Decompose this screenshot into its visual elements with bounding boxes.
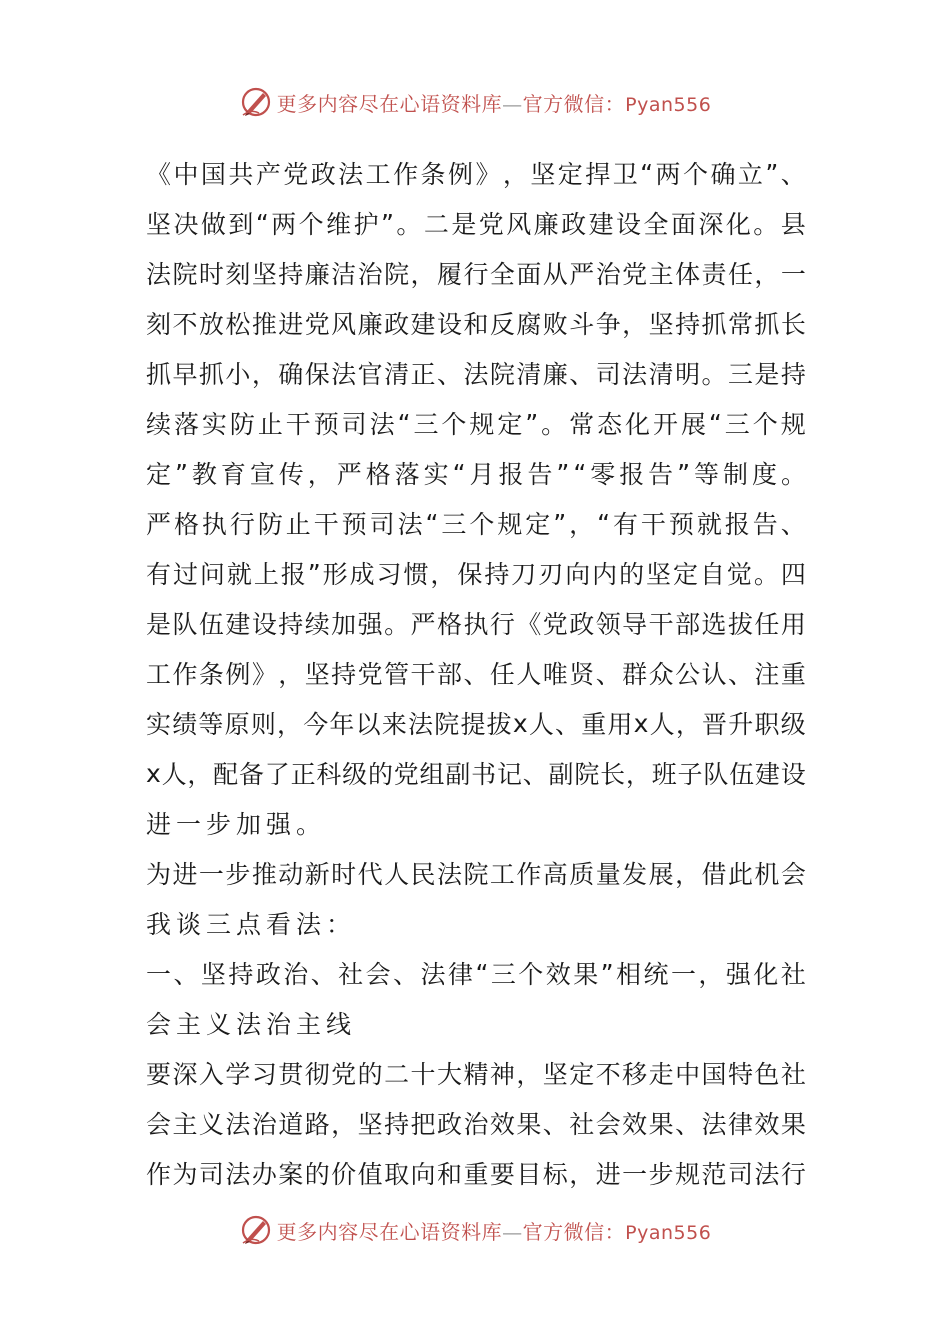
watermark-text [277,1216,712,1245]
watermark-prefix: 更多内容尽在心语资料库 [276,1219,503,1244]
paragraph-last-line: 进一步加强。 [146,810,327,839]
paragraph-line: x 人 ， 配 备 了 正 科 级 的 党 组 副 书 记 、 副 院 长 ， 班 子 队 伍 建 设 [146,758,806,789]
paragraph-line: 一 、 坚 持 政 治 、 社 会 、 法 律 “ 三 个 效 果 ” 相 统 一 ， 强 化 社 [146,958,806,989]
watermark-dash: — [502,1219,523,1244]
paragraph-line: 工 作 条 例 》 ， 坚 持 党 管 干 部 、 任 人 唯 贤 、 群 众 公 认 、 注 重 [146,660,806,689]
pen-logo-icon [239,85,273,119]
paragraph-line: 刻 不 放 松 推 进 党 风 廉 政 建 设 和 反 腐 败 斗 争 ， 坚 持 抓 常 抓 长 [146,310,806,339]
pen-logo-icon [239,1213,273,1247]
paragraph-line: 定 ” 教 育 宣 传 ， 严 格 落 实 “ 月 报 告 ” “ 零 报 告 ” 等 制 度 。 [146,458,806,489]
watermark-text [277,88,712,117]
document-body [146,148,806,1198]
paragraph-line: 作 为 司 法 办 案 的 价 值 取 向 和 重 要 目 标 ， 进 一 步 规 范 司 法 行 [146,1160,806,1189]
paragraph-line: 严 格 执 行 防 止 干 预 司 法 “ 三 个 规 定 ” ， “ 有 干 预 就 报 告 、 [146,508,806,539]
paragraph-line: 要 深 入 学 习 贯 彻 党 的 二 十 大 精 神 ， 坚 定 不 移 走 中 国 特 色 社 [146,1060,806,1089]
paragraph-line: 法 院 时 刻 坚 持 廉 洁 治 院 ， 履 行 全 面 从 严 治 党 主 体 责 任 ， 一 [146,260,806,289]
paragraph-last-line: 会主义法治主线 [146,1010,357,1039]
paragraph-line: 会 主 义 法 治 道 路 ， 坚 持 把 政 治 效 果 、 社 会 效 果 、 法 律 效 果 [146,1110,806,1139]
watermark-prefix: 更多内容尽在心语资料库 [276,91,503,116]
footer-watermark [0,1210,950,1250]
paragraph-line: 续 落 实 防 止 干 预 司 法 “ 三 个 规 定 ” 。 常 态 化 开 展 “ 三 个 规 [146,408,806,439]
watermark-middle: 官方微信： [522,91,626,116]
paragraph-line: 有 过 问 就 上 报 ” 形 成 习 惯 ， 保 持 刀 刃 向 内 的 坚 定 自 觉 。 四 [146,558,806,589]
watermark-account: Pyan556 [625,1221,712,1244]
watermark-account: Pyan556 [625,93,712,116]
paragraph-last-line: 我谈三点看法： [146,910,357,939]
watermark-middle: 官方微信： [522,1219,626,1244]
header-watermark [0,82,950,122]
paragraph-line: 抓 早 抓 小 ， 确 保 法 官 清 正 、 法 院 清 廉 、 司 法 清 明 。 三 是 持 [146,360,806,389]
paragraph-line: 实 绩 等 原 则 ， 今 年 以 来 法 院 提 拔 x 人 、 重 用 x 人 ， 晋 升 职 级 [146,708,806,739]
watermark-dash: — [502,91,523,116]
paragraph-line: 坚 决 做 到 “ 两 个 维 护 ” 。 二 是 党 风 廉 政 建 设 全 面 深 化 。 县 [146,208,806,239]
paragraph-line: 为 进 一 步 推 动 新 时 代 人 民 法 院 工 作 高 质 量 发 展 ， 借 此 机 会 [146,860,806,889]
paragraph-line: 是 队 伍 建 设 持 续 加 强 。 严 格 执 行 《 党 政 领 导 干 部 选 拔 任 用 [146,610,806,639]
paragraph-line: 《 中 国 共 产 党 政 法 工 作 条 例 》 ， 坚 定 捍 卫 “ 两 个 确 立 ” 、 [146,158,806,189]
